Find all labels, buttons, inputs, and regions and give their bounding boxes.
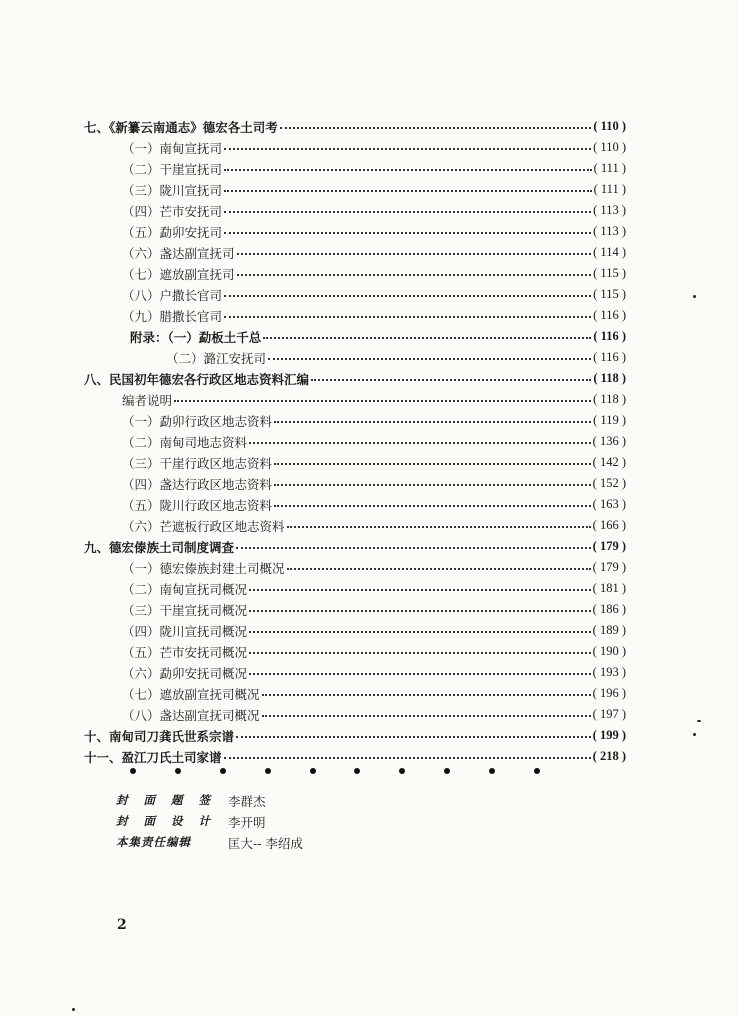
credit-name: 李群杰 [228, 794, 266, 809]
toc-entry [122, 704, 626, 725]
leader-dots [224, 232, 591, 234]
toc-entry-title: （八）户撒长官司 [122, 287, 223, 303]
toc-entry-page: ( 116 ) [593, 329, 626, 343]
toc-entry-page: ( 179 ) [592, 560, 626, 574]
toc-entry-title: 七、《新纂云南通志》德宏各土司考 [84, 119, 278, 135]
toc-entry-title: 十一、盈江刀氏土司家谱 [84, 749, 222, 765]
toc-entry [122, 137, 626, 158]
toc-entry [122, 473, 626, 494]
toc-entry-page: ( 142 ) [592, 455, 626, 469]
toc-entry-title: （三）干崖行政区地志资料 [122, 455, 273, 471]
leader-dots [274, 505, 591, 507]
toc-entry-title: （四）芒市安抚司 [122, 203, 223, 219]
toc-entry-title: （八）盏达副宣抚司概况 [122, 707, 260, 723]
toc-entry-title: 九、德宏傣族土司制度调查 [84, 539, 235, 555]
bullet-dot [354, 768, 360, 774]
credit-cover-design [116, 813, 266, 831]
leader-dots [274, 463, 591, 465]
toc-entry [122, 284, 626, 305]
bullet-dot [175, 768, 181, 774]
toc-entry-title: （七）遮放副宣抚司 [122, 266, 235, 282]
toc-entry-page: ( 189 ) [592, 623, 626, 637]
credit-name: 匡大-- 李绍成 [228, 836, 303, 851]
toc-entry-page: ( 193 ) [592, 665, 626, 679]
toc-entry [84, 746, 626, 767]
toc-entry [122, 599, 626, 620]
leader-dots [263, 337, 591, 339]
toc-entry [130, 326, 626, 347]
toc-entry-title: （四）陇川宣抚司概况 [122, 623, 248, 639]
toc-entry-page: ( 118 ) [593, 371, 626, 385]
toc-entry [122, 263, 626, 284]
toc-entry [122, 641, 626, 662]
leader-dots [249, 673, 591, 675]
credit-name: 李开明 [228, 815, 266, 830]
toc-entry-title: （三）陇川宣抚司 [122, 182, 223, 198]
credit-role: 封 面 题 签 [116, 793, 217, 807]
toc-entry-title: （五）芒市安抚司概况 [122, 644, 248, 660]
toc-entry-page: ( 111 ) [593, 182, 626, 196]
toc-entry-page: ( 166 ) [592, 518, 626, 532]
leader-dots [237, 253, 592, 255]
toc-entry-title: 十、南甸司刀龚氏世系宗谱 [84, 728, 235, 744]
toc-entry-page: ( 136 ) [592, 434, 626, 448]
toc-entry-page: ( 110 ) [593, 119, 626, 133]
toc-entry-title: （五）陇川行政区地志资料 [122, 497, 273, 513]
toc-entry [84, 536, 626, 557]
scan-speck [693, 733, 696, 736]
leader-dots [280, 127, 592, 129]
toc-entry [84, 368, 626, 389]
leader-dots [224, 316, 591, 318]
bullet-dot [265, 768, 271, 774]
toc-entry [122, 158, 626, 179]
toc-entry-page: ( 114 ) [593, 245, 626, 259]
bullet-dot [220, 768, 226, 774]
toc-entry-title: （一）勐卯行政区地志资料 [122, 413, 273, 429]
leader-dots [262, 715, 591, 717]
credit-role: 本集责任编辑 [116, 835, 191, 849]
toc-entry [122, 410, 626, 431]
toc-entry-page: ( 197 ) [592, 707, 626, 721]
toc-entry [122, 557, 626, 578]
toc-entry [122, 242, 626, 263]
toc-entry-title: （一）德宏傣族封建土司概况 [122, 560, 285, 576]
toc-entry-title: （七）遮放副宣抚司概况 [122, 686, 260, 702]
toc-entry-title: （二）南甸宣抚司概况 [122, 581, 248, 597]
bullet-dot [444, 768, 450, 774]
leader-dots [287, 568, 591, 570]
toc-entry-page: ( 113 ) [593, 203, 626, 217]
toc-entry-title: （六）盏达副宣抚司 [122, 245, 235, 261]
bullet-separator [130, 768, 540, 774]
toc-entry [122, 662, 626, 683]
leader-dots [249, 589, 591, 591]
toc-entry-title: （五）勐卯安抚司 [122, 224, 223, 240]
credit-cover-calligraphy [116, 792, 266, 810]
leader-dots [249, 610, 591, 612]
toc-entry-page: ( 116 ) [593, 350, 626, 364]
bullet-dot [399, 768, 405, 774]
toc-entry-page: ( 196 ) [592, 686, 626, 700]
toc-entry [84, 725, 626, 746]
bullet-dot [310, 768, 316, 774]
toc-entry [122, 305, 626, 326]
scan-speck [697, 720, 701, 722]
toc-entry [122, 200, 626, 221]
toc-entry [84, 116, 626, 137]
scan-speck [72, 1008, 75, 1011]
credit-role: 封 面 设 计 [116, 814, 217, 828]
toc-entry-title: （九）腊撒长官司 [122, 308, 223, 324]
leader-dots [311, 379, 591, 381]
toc-entry-page: ( 110 ) [593, 140, 626, 154]
scan-speck [693, 295, 696, 298]
toc-entry-page: ( 181 ) [592, 581, 626, 595]
toc-entry-title: （二）干崖宣抚司 [122, 161, 223, 177]
leader-dots [224, 757, 591, 759]
leader-dots [287, 526, 591, 528]
leader-dots [224, 190, 592, 192]
toc-entry-title: 八、民国初年德宏各行政区地志资料汇编 [84, 371, 310, 387]
toc-entry-page: ( 115 ) [593, 266, 626, 280]
toc-entry-title: （三）干崖宣抚司概况 [122, 602, 248, 618]
toc-entry-page: ( 111 ) [593, 161, 626, 175]
toc-entry-page: ( 179 ) [592, 539, 626, 553]
toc-entry [122, 179, 626, 200]
toc-entry [122, 683, 626, 704]
leader-dots [274, 421, 591, 423]
toc-entry-page: ( 116 ) [593, 308, 626, 322]
leader-dots [224, 295, 591, 297]
toc-entry-page: ( 118 ) [593, 392, 626, 406]
leader-dots [268, 358, 591, 360]
bullet-dot [489, 768, 495, 774]
toc-entry-title: （四）盏达行政区地志资料 [122, 476, 273, 492]
toc-entry [122, 221, 626, 242]
leader-dots [224, 211, 591, 213]
toc-entry [122, 620, 626, 641]
toc-entry-page: ( 199 ) [592, 728, 626, 742]
toc-entry [122, 431, 626, 452]
leader-dots [237, 274, 592, 276]
toc-entry-title: （二）潞江安抚司 [166, 350, 267, 366]
toc-entry-page: ( 115 ) [593, 287, 626, 301]
toc-entry-page: ( 186 ) [592, 602, 626, 616]
toc-entry-page: ( 119 ) [593, 413, 626, 427]
bullet-dot [534, 768, 540, 774]
toc-entry-page: ( 163 ) [592, 497, 626, 511]
toc-entry [122, 452, 626, 473]
toc-entry-title: 附录：（一）勐板土千总 [130, 329, 262, 345]
toc-entry-title: 编者说明 [122, 392, 173, 408]
leader-dots [224, 169, 592, 171]
leader-dots [224, 148, 591, 150]
toc-entry-page: ( 152 ) [592, 476, 626, 490]
credit-editor [116, 834, 303, 852]
toc-entry-title: （二）南甸司地志资料 [122, 434, 248, 450]
leader-dots [236, 736, 591, 738]
toc-entry-title: （一）南甸宣抚司 [122, 140, 223, 156]
toc-entry-page: ( 190 ) [592, 644, 626, 658]
toc-entry-title: （六）芒遮板行政区地志资料 [122, 518, 285, 534]
page-number: 2 [117, 917, 127, 933]
leader-dots [249, 442, 591, 444]
toc-entry-title: （六）勐卯安抚司概况 [122, 665, 248, 681]
leader-dots [249, 652, 591, 654]
leader-dots [174, 400, 591, 402]
leader-dots [262, 694, 591, 696]
toc-entry-page: ( 218 ) [592, 749, 626, 763]
bullet-dot [130, 768, 136, 774]
toc-entry [122, 389, 626, 410]
toc-entry-page: ( 113 ) [593, 224, 626, 238]
leader-dots [274, 484, 591, 486]
leader-dots [249, 631, 591, 633]
leader-dots [236, 547, 591, 549]
toc-entry [122, 578, 626, 599]
toc-entry [122, 515, 626, 536]
toc-entry [166, 347, 626, 368]
toc-entry [122, 494, 626, 515]
